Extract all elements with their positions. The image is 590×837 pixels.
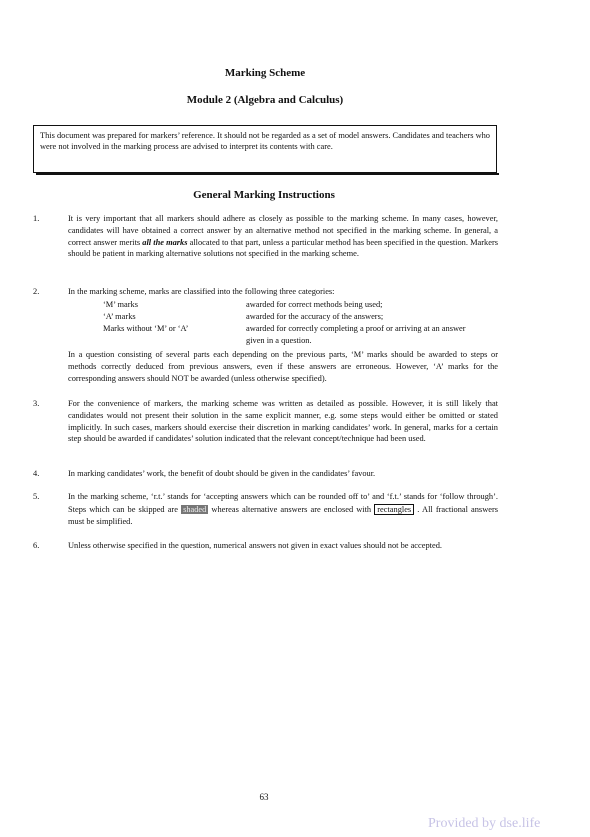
item-text: For the convenience of markers, the marking scheme was written as detailed as possible. However, it is still likely that candidates would not present their solution in the same explicit manner, e.g. some steps would either be omitted or stated implicitly. In such cases, markers should exercise their discretion in marking candidates’ work. In general, marks for a certain step should be awarded if candidates’ solution indicated that the relevant concept/technique had been used. xyxy=(68,399,498,444)
item-text xyxy=(68,213,498,260)
disclaimer-box: This document was prepared for markers’ reference. It should not be regarded as a set of model answers. Candidates and teachers who were not involved in the marking process are advised to interpret its contents with care. xyxy=(33,125,497,173)
item-number: 1. xyxy=(33,214,40,223)
item-paragraph: In a question consisting of several parts each depending on the previous parts, ‘M’ marks should be awarded to steps or methods correctly deduced from previous answers, even if these answers are erroneous. However, ‘A’ marks for the corresponding answers should NOT be awarded (unless otherwise specified). xyxy=(68,350,498,383)
instruction-item-2 xyxy=(33,286,498,396)
item-text-part: It is very important that all markers should adhere as closely as possible to the marking scheme. In many cases, however, candidates will have obtained a correct answer by an alternative method not specified in the marking scheme. In general, a correct answer merits xyxy=(68,214,498,247)
category-a-marks: ‘A’ marks xyxy=(103,312,136,321)
item-text-part: allocated to that part, unless a particular method has been specified in the question. Markers should be patient in marking alternative solutions not specified in the marking scheme. xyxy=(68,237,498,259)
document-subtitle: Module 2 (Algebra and Calculus) xyxy=(186,94,344,106)
item-number: 4. xyxy=(33,469,40,478)
item-text xyxy=(68,491,498,529)
item-number: 5. xyxy=(33,492,40,501)
item-text-part: whereas alternative answers are enclosed with xyxy=(208,504,375,514)
category-m-marks: ‘M’ marks xyxy=(103,300,138,309)
item-number: 2. xyxy=(33,287,40,296)
item-text: In marking candidates’ work, the benefit of doubt should be given in the candidates’ favour. xyxy=(68,469,376,478)
item-number: 6. xyxy=(33,541,40,550)
item-number: 3. xyxy=(33,399,40,408)
page-number: 63 xyxy=(259,792,269,802)
document-title: Marking Scheme xyxy=(224,67,306,79)
item-text: Unless otherwise specified in the question, numerical answers not given in exact values should not be accepted. xyxy=(68,541,442,550)
category-other-marks: Marks without ‘M’ or ‘A’ xyxy=(103,324,189,333)
item-text-part: In the marking scheme, ‘r.t.’ stands for ‘accepting answers which can be rounded off to’ and ‘f.t.’ stands for ‘follow through’. Steps which can be skipped are xyxy=(68,492,498,514)
section-heading: General Marking Instructions xyxy=(193,189,335,201)
category-m-desc: awarded for correct methods being used; xyxy=(246,300,383,309)
boxed-example: rectangles xyxy=(374,504,414,515)
shaded-example: shaded xyxy=(183,504,207,514)
item-text-part: . All fractional answers must be simplified. xyxy=(68,504,499,526)
category-a-desc: awarded for the accuracy of the answers; xyxy=(246,312,384,321)
item-intro: In the marking scheme, marks are classified into the following three categories: xyxy=(68,287,335,296)
category-other-desc: awarded for correctly completing a proof or arriving at an answer given in a question. xyxy=(246,324,466,345)
watermark: Provided by dse.life xyxy=(428,816,541,831)
emphasis-text: all the marks xyxy=(142,237,188,247)
